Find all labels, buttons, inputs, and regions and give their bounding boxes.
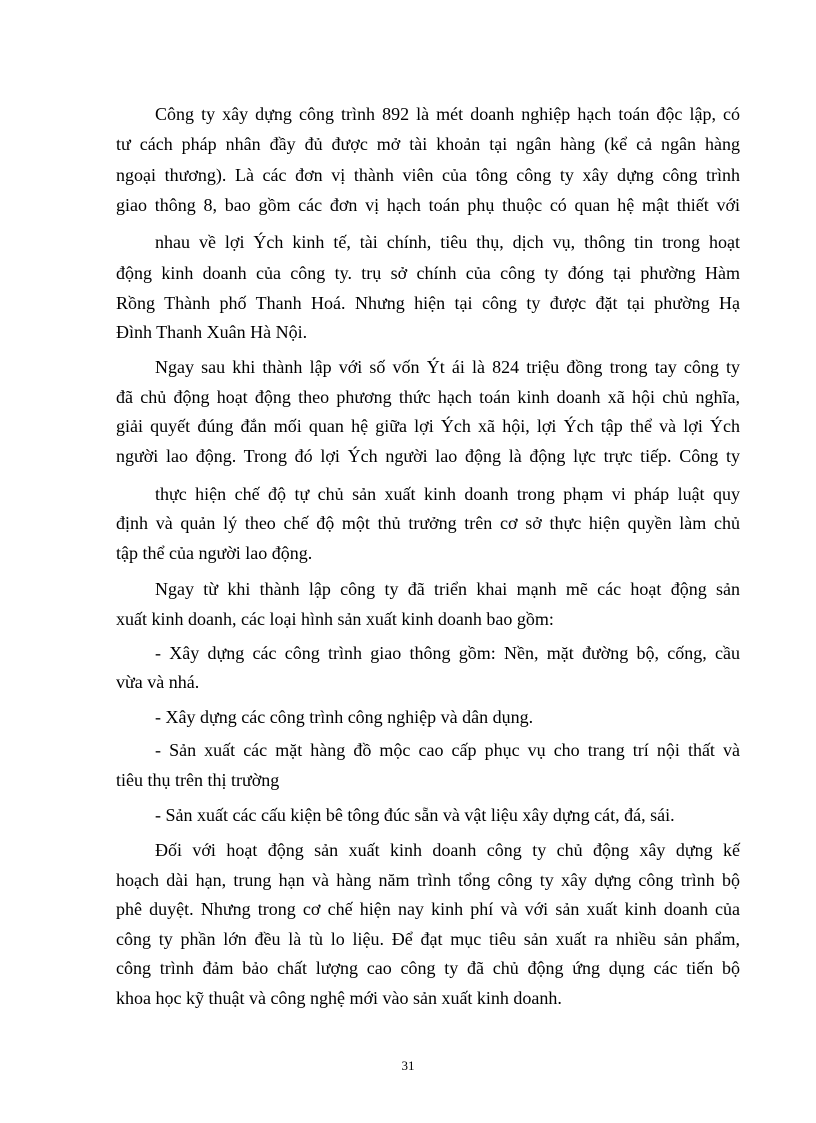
text-line: Công ty xây dựng công trình 892 là mét doanh nghiệp hạch toán độc lập, có xyxy=(155,104,740,124)
list-item: - Sản xuất các cấu kiện bê tông đúc sẵn và vật liệu xây dựng cát, đá, sái. xyxy=(155,805,675,825)
text-line: công trình đảm bảo chất lượng cao công ty đã chủ động ứng dụng các tiến bộ xyxy=(116,958,740,978)
text-line: giao thông 8, bao gồm các đơn vị hạch toán phụ thuộc có quan hệ mật thiết với xyxy=(116,195,740,215)
list-item: - Xây dựng các công trình công nghiệp và dân dụng. xyxy=(155,707,534,727)
list-item-continuation: tiêu thụ trên thị trường xyxy=(116,770,280,790)
text-line: khoa học kỹ thuật và công nghệ mới vào sản xuất kinh doanh. xyxy=(116,988,562,1008)
text-line: công ty phần lớn đều là tù lo liệu. Để đạt mục tiêu sản xuất ra nhiều sản phẩm, xyxy=(116,929,740,949)
page-number: 31 xyxy=(401,1058,415,1073)
text-line: người lao động. Trong đó lợi Ých người lao động là động lực trực tiếp. Công ty xyxy=(116,446,740,466)
text-line: hoạch dài hạn, trung hạn và hàng năm trình tổng công ty xây dựng công trình bộ xyxy=(116,870,740,890)
text-line: Ngay từ khi thành lập công ty đã triển khai mạnh mẽ các hoạt động sản xyxy=(155,579,740,599)
text-line: Đình Thanh Xuân Hà Nội. xyxy=(116,322,308,342)
text-line: Ngay sau khi thành lập với số vốn Ýt ái là 824 triệu đồng trong tay công ty xyxy=(155,357,740,377)
list-item-continuation: vừa và nhá. xyxy=(116,672,200,692)
text-line: tập thể của người lao động. xyxy=(116,543,313,563)
text-line: định và quản lý theo chế độ một thủ trưởng trên cơ sở thực hiện quyền làm chủ xyxy=(116,513,740,533)
text-line: tư cách pháp nhân đầy đủ được mở tài khoản tại ngân hàng (kể cả ngân hàng xyxy=(116,134,740,154)
text-line: ngoại thương). Là các đơn vị thành viên của tông công ty xây dựng công trình xyxy=(116,165,740,185)
text-line: thực hiện chế độ tự chủ sản xuất kinh doanh trong phạm vi pháp luật quy xyxy=(155,484,740,504)
text-line: Rồng Thành phố Thanh Hoá. Nhưng hiện tại công ty được đặt tại phường Hạ xyxy=(116,293,740,313)
text-line: phê duyệt. Nhưng trong cơ chế hiện nay kinh phí và với sản xuất kinh doanh của xyxy=(116,899,740,919)
text-line: động kinh doanh của công ty. trụ sở chính của công ty đóng tại phường Hàm xyxy=(116,263,740,283)
list-item: - Sản xuất các mặt hàng đồ mộc cao cấp phục vụ cho trang trí nội thất và xyxy=(155,740,740,760)
text-line: đã chủ động hoạt động theo phương thức hạch toán kinh doanh xã hội chủ nghĩa, xyxy=(116,387,740,407)
text-line: Đối với hoạt động sản xuất kinh doanh công ty chủ động xây dựng kế xyxy=(155,840,740,860)
text-line: giải quyết đúng đắn mối quan hệ giữa lợi Ých xã hội, lợi Ých tập thể và lợi Ých xyxy=(116,416,740,436)
list-item: - Xây dựng các công trình giao thông gồm: Nền, mặt đường bộ, cống, cầu xyxy=(155,643,740,663)
text-line: xuất kinh doanh, các loại hình sản xuất kinh doanh bao gồm: xyxy=(116,609,554,629)
text-line: nhau về lợi Ých kinh tế, tài chính, tiêu thụ, dịch vụ, thông tin trong hoạt xyxy=(155,232,740,252)
